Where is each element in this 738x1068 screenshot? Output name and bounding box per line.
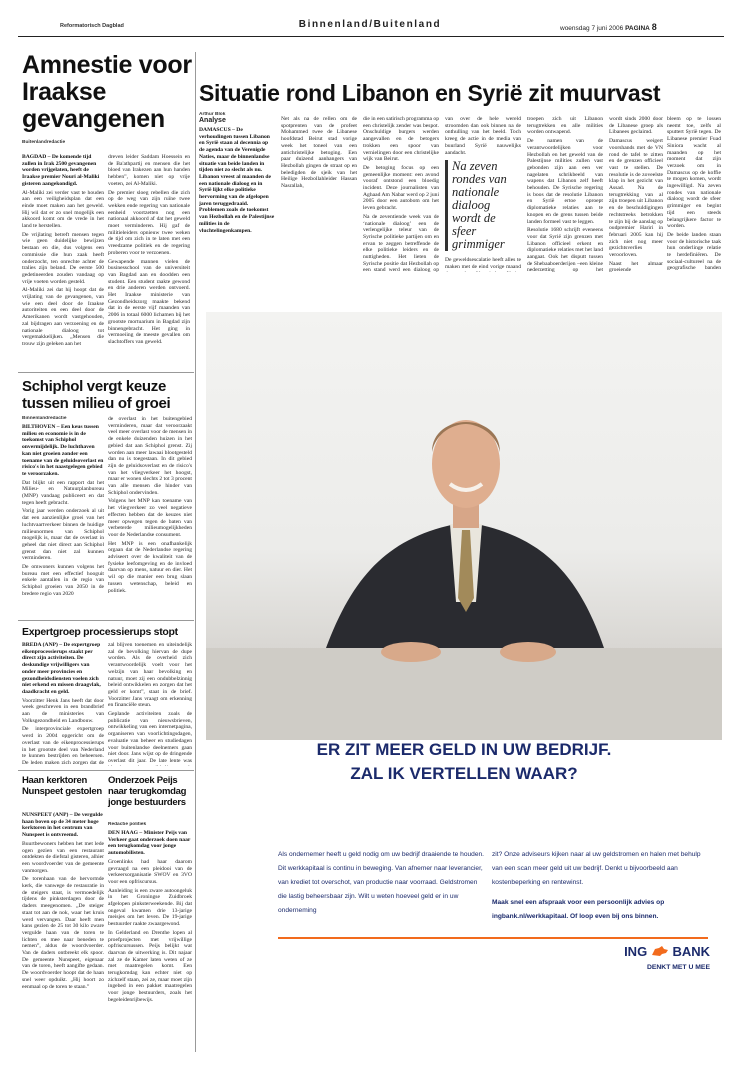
masthead-page-label: PAGINA xyxy=(625,25,650,32)
schiphol-paragraph: de overlast in het buitengebied verminderen, maar dat veroorzaakt veel meer overlast voor de mensen in de enkele duizenden huizen in het gebied dat aan Schiphol grenst. Zij worden aan meer lawaai blootgesteld dan nu is toegestaan. In dit gebied zijn de geluidsoverlast en de risico's van het vliegverkeer het hoogst, maar er wonen slechts 2 tot 3 procent van alle mensen die hinder van Schiphol ondervinden. xyxy=(108,416,192,496)
libanon-paragraph: Damascus weigert voorshands met de VN rond de tafel te zitten en de grenzen officieel vast te stellen. De resolutie is de zoveelste klap in het gezicht van Assad. Na de terugtrekking van al zijn troepen uit Libanon en de beschuldigingen rechtstreeks betrokken te zijn bij de aanslag op oudpremier Hariri in februari 2005 kan hij zich niet nog meer gezichtsverlies veroorloven. xyxy=(609,138,663,259)
processierups-col-1 xyxy=(22,642,104,766)
masthead-rule xyxy=(18,36,724,37)
schiphol-paragraph: Dat blijkt uit een rapport dat het Milieu- en Natuurplanbureau (MNP) vandaag publiceert en dat tegen heeft gebracht. xyxy=(22,479,104,506)
ad-orange-rule xyxy=(278,937,708,939)
peijs-paragraph: Groenlinks had haar daarom gevraagd na een pleidooi van de verkeersorganisatie SWOV en 3VO voor een opfriscursus. xyxy=(108,858,192,885)
column-divider xyxy=(195,52,196,1052)
masthead-section: Binnenland/Buitenland xyxy=(298,19,442,30)
libanon-col-7 xyxy=(667,116,721,272)
lion-icon xyxy=(651,945,669,957)
masthead-page-number: 8 xyxy=(651,22,657,32)
ing-logo-text: ING xyxy=(624,944,648,959)
masthead-date-text: woensdag 7 juni 2006 xyxy=(560,25,624,32)
kerktoren-paragraph: De torenhaan van de hervormde kerk, die vanwege de restauratie in de steigers staat, is vermoedelijk tijdens de pinksterdagen door de daders meegenomen. „De steiger staat tot aan de nok, waar het kruis werd vervangen. Daar heeft men kans gezien de 25 tot 30 kilo zware vergulde haan van de toren te lichten en mee naar beneden te nemen”, aldus de woordvoerder. Van de daders ontbreekt elk spoor. De gemeente Nunspeet, eigenaar van de toren, heeft aangifte gedaan. De woordvoerder hoopt dat de haan snel weer opduikt. „Hij hoort zo eenmaal op de toren te staan.” xyxy=(22,876,104,990)
amnestie-article xyxy=(22,138,192,148)
libanon-paragraph: De beide landen staan voor de historische taak hun onderlinge relatie te herdefiniëren. De sociaal-cultureel na de geografische banden xyxy=(667,231,721,272)
schiphol-paragraph: De omwoners kunnen volgens het bureau met een effectief hooguit enkele aantallen in de regio van Schiphol groeien van 2050 in de bredere regio van 2020 xyxy=(22,564,104,597)
libanon-paragraph: wordt sinds 2000 door de Libanese groep als Libanees geclaimd. xyxy=(609,116,663,136)
libanon-col-6 xyxy=(609,116,663,272)
right-hand xyxy=(500,642,556,662)
amnestie-paragraph: De premier sloeg rebellen die zich op de weg van zijn ruïne twee wekken ende regering van nationale eenheid voortzetten nog een nationaal akkoord af dat het geweld moet verminderen. Hij gaf de militieleiders opnieuw twee weken de tijd om zich in te laten met een vreedzame politiek en de regering proberen voor te verzoenen. xyxy=(108,189,190,256)
processierups-paragraph: Geplande activiteiten zoals de publicatie van nieuwsbrieven, ontwikkeling van een internetpagina, organiseren van voorlichtingsdagen, evaluatie van beheer en studiedagen voor buitenlandse deelnemers gaan niet door. Jans wijst op de dringende overlast dit jaar. De late lente was xyxy=(108,711,192,764)
peijs-byline: Redactie politiek xyxy=(108,822,147,827)
masthead-date xyxy=(560,22,657,32)
ad-cta[interactable]: Maak snel een afspraak voor een persoonlijk advies op ingbank.nl/werkkapitaal. Of loop even bij ons binnen. xyxy=(492,899,665,920)
libanon-paragraph: De namen van de verantwoordelijken voor Hezbollah en het geweld van de Palestijnse milities zullen vast gebonden zijn aan een ver nagelaten schrikbeeld van wapens dat Libanon zelf heeft behouden. De Syrische regering is boos dat de resolutie Libanon en Syrië ertoe oproept diplomatieke relaties aan te knopen en de grens tussen beide landen formeel vast te leggen. xyxy=(527,138,603,225)
ad-headline-line-1: ER ZIT MEER GELD IN UW BEDRIJF. xyxy=(316,740,612,759)
businessman-photo xyxy=(206,312,722,740)
peijs-title: Onderzoek Peijs naar terugkomdag jonge bestuurders xyxy=(108,775,187,808)
libanon-paragraph: Net als na de rellen om de spotprenten van de profeet Mohammed twee de Libanese hoofdstad Beirut stad vorige week het toneel van een antichristelijke betoging. Een paar duizend aanhangers van Hezbollah gingen de straat op en beledigden de sjeik van het Heilige Hezbollahleider Hassan Nasrallah, xyxy=(281,116,357,190)
schiphol-byline: Binnenlandredactie xyxy=(22,416,67,421)
processierups-paragraph: Voorzitter Henk Jans heeft dat door week geschreven in een brandbrief aan de ministeries van Volksgezondheid en Landbouw. xyxy=(22,697,104,724)
section-rule xyxy=(18,372,194,373)
processierups-lead: BREDA (ANP) – De expertgroep eikenprocessierups staakt per direct zijn activiteiten. De deskundige vrijwilligers van onder meer provincies en gezondheidsdiensten voelen zich niet erkend en missen draagvlak, daadkracht en geld. xyxy=(22,642,101,695)
processierups-paragraph: De interprovinciale expertgroep werd in 2004 opgericht om de overlast van de eikenprocessierups in het grootste deel van Nederland te kunnen bestrijden en beheersen. De leden maken zich zorgen dat de xyxy=(22,726,104,766)
ad-body-right xyxy=(492,848,704,924)
amnestie-col-1 xyxy=(22,154,104,368)
libanon-byline: Arthur Blok xyxy=(199,112,226,117)
libanon-col-3 xyxy=(363,116,439,272)
ad-headline xyxy=(206,740,722,828)
amnestie-paragraph: Al-Maliki zei dat hij hoopt dat de vrijlating van de gevangenen, van wie een deel door de Iraakse autoriteiten en een deel door de Amerikanen wordt vastgehouden, zal bijdragen aan verzoening en de nationale dialoog tot vergemakkelijken. „Mensen die trouw zijn geleken aan het xyxy=(22,287,104,347)
processierups-title: Expertgroep processierups stopt xyxy=(22,626,178,638)
libanon-lead: DAMASCUS – De verhoudingen tussen Libanon en Syrië staan al decennia op de agenda van de Verenigde Naties, maar de binnenlandse situatie van beide landen in tijden niet zo slecht als nu. Libanon vreest al maanden de een nationale dialoog en in Syrië lijkt elke politieke hervorming van de afgelopen jaren teruggedraaid. Problemen zoals de toekomst van Hezbollah en de Palestijnse milities in de vluchtelingenkampen. xyxy=(199,127,275,234)
ing-logo-bank: BANK xyxy=(672,944,710,959)
libanon-paragraph: Na de zeventiende week van de ‘nationale dialoog’ een de verlengelijke teleur van de Syrische politieke partijen om en ervan te zeggen betreffende de elke politieke leiders en de nuttigheden. Het lieten de Syrische positie dat Hezbollah op een stand werd een dialoog op xyxy=(363,213,439,272)
amnestie-col-2 xyxy=(108,154,190,368)
libanon-col-4 xyxy=(445,116,521,272)
ad-photo xyxy=(206,312,722,740)
libanon-paragraph: die in een satirisch programma op een christelijk zender was bespot. Onschuldige burgers werden aangevallen en de betogers trokken een spoor van vernielingen door een christelijke wijk van Beirut. xyxy=(363,116,439,163)
libanon-kicker: Analyse xyxy=(199,117,226,124)
processierups-col-2 xyxy=(108,642,192,766)
kerktoren-title: Haan kerktoren Nunspeet gestolen xyxy=(22,775,102,797)
schiphol-col-2 xyxy=(108,416,192,616)
ad-body-right-text: zit? Onze adviseurs kijken naar al uw geldstromen en halen met behulp van een scan meer geld uit uw bedrijf. Denkt u bijvoorbeeld aan kostenbeperking en rentewinst. xyxy=(492,851,701,886)
amnestie-paragraph: Gewapende mannen vielen de businesschool van de universiteit van Bagdad aan en doodden een student. Een student raakte gewond en drie anderen werden ontvoerd. Het Iraakse ministerie van Gezondheidszorg maakte bekend dat in de eerste vijf maanden van 2006 in totaal 6000 lichamen bij het grootste mortuarium in Bagdad zijn binnengebracht. Het ging in vermoeiing de meeste gevallen om slachtoffers van geweld. xyxy=(108,258,190,345)
amnestie-paragraph: De vrijlating betreft mensen tegen wie geen duidelijke bewijzen bestaan en die, dus volgens een commissie die hun zaak heeft onderzocht, ten onrechte achter de tralies zijn beland. De eerste 500 gedetineerden zouden vandaag op vrije voeten worden gesteld. xyxy=(22,231,104,285)
amnestie-title: Amnestie voor Iraakse gevangenen xyxy=(22,51,192,133)
kerktoren-col xyxy=(22,812,104,1057)
masthead-paper: Reformatorisch Dagblad xyxy=(60,23,124,29)
libanon-paragraph: troepen zich uit Libanon terugtrekken en alle milities worden ontwapend. xyxy=(527,116,603,136)
libanon-col-2 xyxy=(281,116,357,272)
section-rule xyxy=(18,620,194,621)
desk-surface xyxy=(206,648,722,740)
peijs-paragraph: Aanleiding is een zware autoongeluk in het Groningse Zuidbroek afgelopen pinksterweekende. Bij dat ongeval kwamen drie 13-jarige meisjes om het leven. De 19-jarige bestuurder raakte zwaargewond. xyxy=(108,887,192,928)
amnestie-paragraph: dreven leider Saddam Hoessein en de Ba'athpartij en mensen die het bloed van Irakezen aan hun handen hebben”, komen niet op vrije voeten, zei Al-Maliki. xyxy=(108,154,190,187)
libanon-paragraph: bleem op te lossen neemt toe, zelfs al sputtert Syrië tegen. De Libanese premier Fuad Siniora wacht al maanden op het moment dat zijn verzoek om in Damascus op de koffie te mogen komen, wordt ingewilligd. Na zeven rondes van nationale dialoog wordt de sfeer grimmiger en begint tijd een steeds belangrijkere factor te worden. xyxy=(667,116,721,230)
ing-advertisement[interactable] xyxy=(206,312,722,1052)
schiphol-paragraph: Vorig jaar werden onderzoek al uit dat een aanzienlijke groei van het luchtvaartverkeer binnen de huidige milieunormen van Schiphol mogelijk is, maar dat de overlast in geheel dat niet direct aan Schiphol grenst dan niet zal kunnen verminderen. xyxy=(22,508,104,562)
kerktoren-paragraph: Buurtbewoners hebben het met lede ogen gezien van een restaurant ontdekten de diefstal gisteren, alhier een woordvoerder van de gemeente vanmorgen. xyxy=(22,840,104,874)
libanon-title: Situatie rond Libanon en Syrië zit muurvast xyxy=(199,80,661,106)
kerktoren-lead: NUNSPEET (ANP) – De vergulde haan boven op de 34 meter hoge kerktoren in het centrum van Nunspeet is ontvreemd. xyxy=(22,812,103,839)
schiphol-title: Schiphol vergt keuze tussen milieu of groei xyxy=(22,378,171,412)
peijs-col xyxy=(108,822,192,1057)
schiphol-paragraph: Volgens het MNP kan toename van het vliegverkeer zo veel negatieve effecten hebben dat de keuzes niet meer opwegen tegen de baten van verbeterde milieumogelijkheden voor de Nederlandse consument. xyxy=(108,498,192,538)
ad-body-left: Als ondernemer heeft u geld nodig om uw bedrijf draaiende te houden. Dit werkkapitaal is continu in beweging. Van afnemer naar leverancier, van krediet tot overschot, van productie naar voorraad. Geldstromen die lastig beheersbaar zijn. Wilt u weten hoeveel geld er in uw onderneming xyxy=(278,851,485,914)
left-hand xyxy=(381,642,441,662)
libanon-col-1 xyxy=(199,112,275,272)
schiphol-paragraph: Het MNP is een onafhankelijk orgaan dat de Nederlandse regering adviseert over de kwaliteit van de fysieke leefomgeving en de invloed daarvan op mens, natuur en dier. Het wil op die manier een brug slaan tussen wetenschap, beleid en politiek. xyxy=(108,540,192,594)
amnestie-lead: BAGDAD – De komende tijd zullen in Irak 2500 gevangenen worden vrijgelaten, heeft de Iraakse premier Nouri al-Maliki gisteren aangekondigd. xyxy=(22,154,100,187)
amnestie-paragraph: Al-Maliki zei verder vast te houden aan een veiligheidsplan dat een einde moet maken aan het geweld. Hij wil dat er zo snel mogelijk een akkoord komt om de vrede in het land te herstellen. xyxy=(22,189,104,230)
schiphol-lead: BILTHOVEN – Een keus tussen milieu en economie is in de toekomst van Schiphol onvermijdelijk. De luchthaven kan niet groeien zonder een toename van de geluidsoverlast en risico's in het naastgelegen gebied te veroorzaken. xyxy=(22,424,104,477)
processierups-paragraph: zal blijven toenemen en uiteindelijk zal de bevolking hiervan de dupe worden. Als de overheid zich verantwoordelijk voelt voor het welzijn van haar bevolking en natuur, moet zij een ondubbelzinnig beleid ontwikkelen en zorgen dat het geld er komt”, staat in de brief. Voorzitter Jans vraagt om erkenning en financiële steun. xyxy=(108,642,192,709)
ing-logo[interactable] xyxy=(600,944,710,959)
schiphol-col-1 xyxy=(22,416,104,616)
libanon-paragraph: Resolutie 1680 schrijft eveneens voor dat Syrië zijn grenzen met Libanon officieel erkent en diplomatieke relaties met het land aangaat. Ook het disputt tussen de Shebaaboerderijen –een kleine nederzetting op het xyxy=(527,227,603,272)
libanon-pullquote: Na zeven rondes van nationale dialoog wordt de sfeer grimmiger xyxy=(445,160,521,251)
libanon-paragraph: De geweldsescalatie heeft alles te maken met de eind vorige maand xyxy=(445,257,521,270)
peijs-paragraph: In Gelderland en Drenthe lopen al proefprojecten met vrijwillige opfriscursussen. Peijs belijkt wat daarvan de uitwerking is. Dit najaar zal ze de Kamer laten weten of ze met maatregelen komt. Een terugkomdag kan echter niet op zichzelf staan, zei ze, maar moet zijn ingebed in een pakket maatregelen voor jonge bestuurders, zoals het begeleidenrijbewijs. xyxy=(108,929,192,1003)
peijs-lead: DEN HAAG – Minister Peijs van Verkeer gaat onderzoek doen naar een terugkomdag voor jonge automobilisten. xyxy=(108,830,191,857)
libanon-paragraph: van over de hele wereld stroomden dan ook binnen na de onthulling van het beeld. Toch kreeg de actie in de media van buurland Syrië nauwelijks aandacht. xyxy=(445,116,521,156)
libanon-paragraph: De betoging focus op een gemeenlijke moment: een avond vooraf ontstond een bloedig incident. Deze journalisten van Aghaad Am Nabar werd op 2 juni 2005 door een autobom om het leven gebracht. xyxy=(363,164,439,212)
ad-headline-line-2: ZAL IK VERTELLEN WAAR? xyxy=(350,764,578,783)
libanon-col-5 xyxy=(527,116,603,272)
ing-slogan: DENKT MET U MEE xyxy=(646,964,710,971)
amnestie-byline: Buitenlandredactie xyxy=(22,140,66,145)
section-rule xyxy=(18,770,194,771)
libanon-paragraph: Naast het almaar groeiende xyxy=(609,260,663,272)
